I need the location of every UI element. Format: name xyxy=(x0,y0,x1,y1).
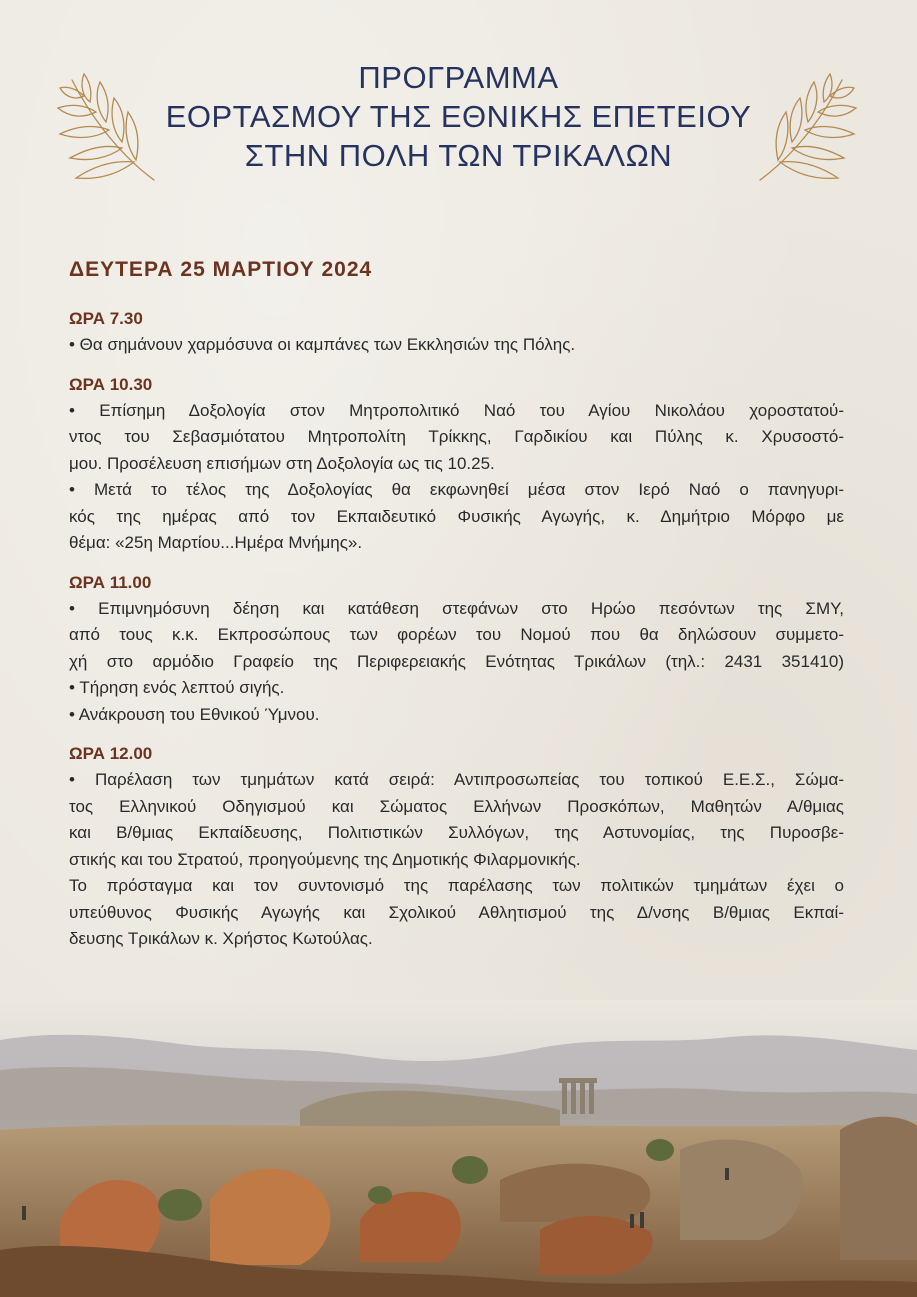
section-time: ΩΡΑ 12.00 xyxy=(69,744,153,763)
event-date: ΔΕΥΤΕΡΑ 25 ΜΑΡΤΙΟΥ 2024 xyxy=(69,258,373,281)
section-time: ΩΡΑ 10.30 xyxy=(69,374,153,394)
text-line: • Τήρηση ενός λεπτού σιγής. xyxy=(69,678,285,697)
text-line: και Β/θμιας Εκπαίδευσης, Πολιτιστικών Συλλόγων, της Αστυνομίας, της Πυροσβε- xyxy=(69,823,844,842)
text-line: τος Ελληνικού Οδηγισμού και Σώματος Ελλήνων Προσκόπων, Μαθητών Α/θμιας xyxy=(69,796,844,816)
text-line: δευσης Τρικάλων κ. Χρήστος Κωτούλας. xyxy=(69,929,373,948)
text-line: ντος του Σεβασμιότατου Μητροπολίτη Τρίκκης, Γαρδικίου και Πύλης κ. Χρυσοστό- xyxy=(69,427,844,446)
schedule-section xyxy=(69,741,844,953)
text-line: • Επίσημη Δοξολογία στον Μητροπολιτικό Ναό του Αγίου Νικολάου χοροστατού- xyxy=(69,400,844,420)
title-line: ΕΟΡΤΑΣΜΟΥ ΤΗΣ ΕΘΝΙΚΗΣ ΕΠΕΤΕΙΟΥ xyxy=(165,99,752,134)
text-line: κός της ημέρας από τον Εκπαιδευτικό Φυσικής Αγωγής, κ. Δημήτριο Μόρφο με xyxy=(69,506,844,526)
text-line: υπεύθυνος Φυσικής Αγωγής και Σχολικού Αθλητισμού της Δ/νσης Β/θμιας Εκπαί- xyxy=(69,902,844,922)
page-title xyxy=(0,58,917,175)
text-line: • Παρέλαση των τμημάτων κατά σειρά: Αντιπροσωπείας του τοπικού Ε.Ε.Σ., Σώμα- xyxy=(69,770,844,789)
landscape-illustration xyxy=(0,1000,917,1297)
section-time: ΩΡΑ 7.30 xyxy=(69,309,143,328)
schedule-section xyxy=(69,570,844,729)
text-line: • Θα σημάνουν χαρμόσυνα οι καμπάνες των Εκκλησιών της Πόλης. xyxy=(69,335,576,354)
schedule xyxy=(69,306,844,966)
title-line: ΠΡΟΓΡΑΜΜΑ xyxy=(358,60,559,95)
text-line: • Ανάκρουση του Εθνικού Ύμνου. xyxy=(69,704,320,724)
schedule-section xyxy=(69,306,844,359)
schedule-section xyxy=(69,372,844,557)
text-line: από τους κ.κ. Εκπροσώπους των φορέων του Νομού που θα δηλώσουν συμμετο- xyxy=(69,625,844,644)
text-line: χή στο αρμόδιο Γραφείο της Περιφερειακής Ενότητας Τρικάλων (τηλ.: 2431 351410) xyxy=(69,651,844,671)
section-time: ΩΡΑ 11.00 xyxy=(69,572,152,592)
title-line: ΣΤΗΝ ΠΟΛΗ ΤΩΝ ΤΡΙΚΑΛΩΝ xyxy=(244,138,673,173)
text-line: • Επιμνημόσυνη δέηση και κατάθεση στεφάνων στο Ηρώο πεσόντων της ΣΜΥ, xyxy=(69,598,844,618)
text-line: • Μετά το τέλος της Δοξολογίας θα εκφωνηθεί μέσα στον Ιερό Ναό ο πανηγυρι- xyxy=(69,480,844,499)
text-line: μου. Προσέλευση επισήμων στη Δοξολογία ως τις 10.25. xyxy=(69,453,495,473)
text-line: στικής και του Στρατού, προηγούμενης της Δημοτικής Φιλαρμονικής. xyxy=(69,849,581,869)
text-line: θέμα: «25η Μαρτίου...Ημέρα Μνήμης». xyxy=(69,533,363,552)
text-line: Το πρόσταγμα και τον συντονισμό της παρέλασης των πολιτικών τμημάτων έχει ο xyxy=(69,876,844,895)
